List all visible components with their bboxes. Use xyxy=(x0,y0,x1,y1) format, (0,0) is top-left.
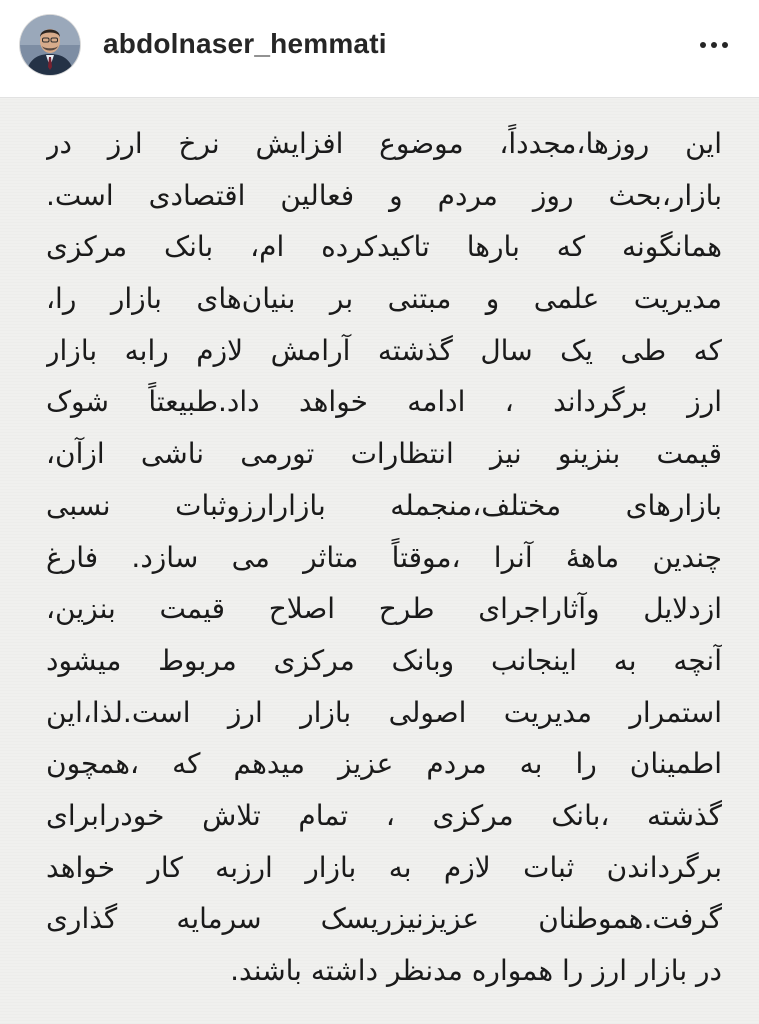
post-text-line: بازار،بحث روز مردم و فعالین اقتصادی است. xyxy=(46,178,722,212)
post-text-line: مدیریت علمی و مبتنی بر بنیان‌های بازار را، xyxy=(46,282,722,316)
profile-photo-icon xyxy=(20,15,80,75)
post-text-line: این روزها،مجدداً، موضوع افزایش نرخ ارز در xyxy=(46,127,722,160)
post-text-line: برگرداندن ثبات لازم به بازار ارزبه کار خواهد xyxy=(46,850,722,884)
post-text-line: ارز برگرداند ، ادامه خواهد داد.طبیعتاً شوک xyxy=(46,385,722,419)
post-text-line: آنچه به اینجانب وبانک مرکزی مربوط میشود xyxy=(46,643,722,677)
post-text-line: که طی یک سال گذشته آرامش لازم رابه بازار xyxy=(46,333,722,367)
post-text-line: ازدلایل وآثاراجرای طرح اصلاح قیمت بنزین، xyxy=(46,592,722,626)
username[interactable]: abdolnaser_hemmati xyxy=(103,28,387,59)
more-horizontal-icon xyxy=(722,42,728,48)
post-text xyxy=(46,118,722,997)
more-horizontal-icon xyxy=(700,42,706,48)
post-text-line: اطمینان را به مردم عزیز میدهم که ،همچون xyxy=(46,747,722,781)
post-text-line: گذشته ،بانک مرکزی ، تمام تلاش خودرابرای xyxy=(46,798,722,832)
more-horizontal-icon xyxy=(711,42,717,48)
post-text-line: استمرار مدیریت اصولی بازار ارز است.لذا،این xyxy=(46,695,722,729)
post-image xyxy=(0,98,759,1024)
post-text-line: همانگونه که بارها تاکیدکرده ام، بانک مرکزی xyxy=(46,230,722,264)
post-text-line: بازارهای مختلف،منجمله بازارارزوثبات نسبی xyxy=(46,488,722,522)
post-text-line: قیمت بنزینو نیز انتظارات تورمی ناشی ازآن، xyxy=(46,437,722,471)
avatar[interactable] xyxy=(20,15,80,75)
post-text-line: چندین ماههٔ آنرا ،موقتاً متاثر می سازد. فارغ xyxy=(46,540,722,574)
more-options-button[interactable] xyxy=(691,30,737,60)
post-text-line: در بازار ارز را همواره مدنظر داشته باشند. xyxy=(230,954,722,987)
post-text-line: گرفت.هموطنان عزیزنیزریسک سرمایه گذاری xyxy=(46,902,722,936)
post-header xyxy=(0,0,759,98)
